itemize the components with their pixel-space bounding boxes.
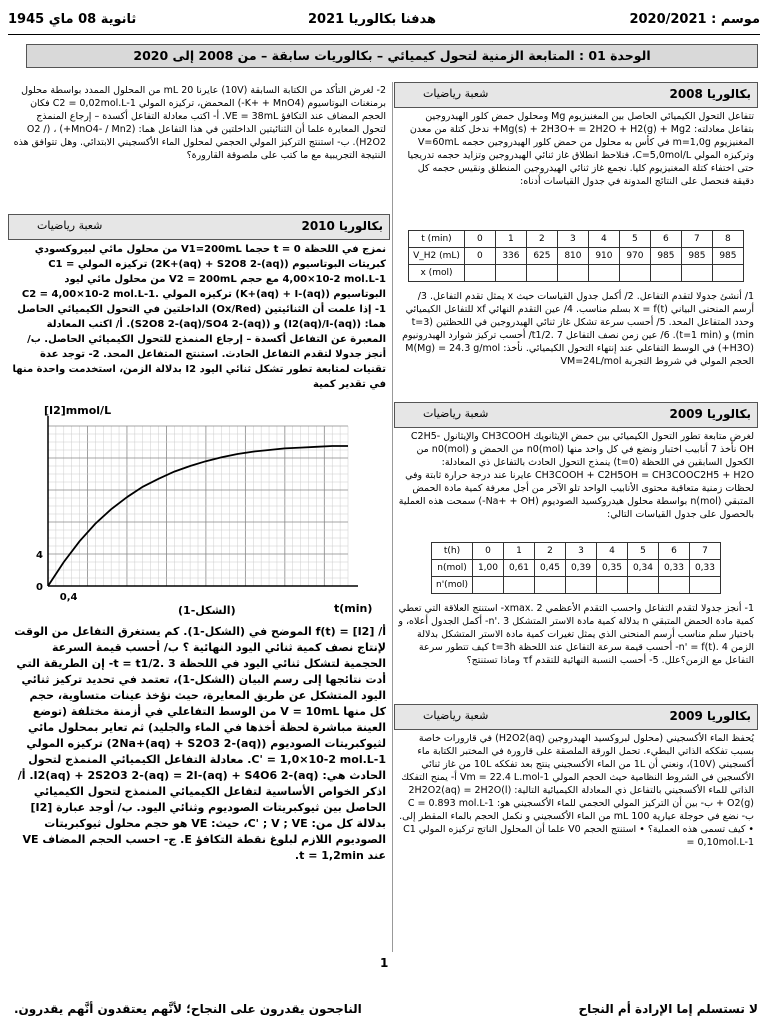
exercise-questions: أ/ [I2] = f(t) الموضح في (الشكل-1). كم يستغرق التفاعل من الوقت لإنتاج نصف كمية ثنائي اليود النهائية ؟ ب/ أحسب قيمة السرعة الحجمية لتشكل ثنائي اليود في اللحظة t = t1/2. 3- إن الطريقة التي أدت نتائجها إلى رسم البيان (الشكل-1)، تعتمد في تحديد تركيز ثنائي اليود المتشكل عن طريق المعايرة، حيث نؤخذ عينات متساوية، حجم كل منها V = 10mL من الوسط التفاعلي في أزمنة مختلفة (توضع العينة مباشرة لحظة أخذها في الماء والجليد) ثم تعاير بمحلول مائي لثيوكبريتات الصوديوم (2Na+(aq) + S2O3 2-(aq)) تركيزه المولي C' = 1,0×10-2 mol.L-1. معادلة التفاعل الكيميائي المنمذج لتحول الحادث هي: I2(aq) + 2S2O3 2-(aq) = 2I-(aq) + S4O6 2-(aq). أ/ اذكر الخواص الأساسية لتفاعل الكيميائي المنمذج لتحول الكيميائي الحاصل بين ثيوكبريتات الصوديوم وثنائي اليود. ب/ أوجد عبارة [I2] بدلالة كل من: C' ; V ; VE، حيث: VE هو حجم محلول ثيوكبريتات الصوديوم اللازم لبلوغ نقطة التكافؤ E. ج- احسب الحجم المضاف VE عند t = 1,2min.	[14, 625, 386, 862]
school-name: ثانوية 08 ماي 1945	[8, 12, 137, 27]
table-cell: 0	[464, 248, 495, 265]
header-divider	[8, 34, 760, 35]
section-header-2010	[8, 214, 390, 240]
section-year: بكالوريا 2008	[669, 87, 751, 101]
table-cell: 4	[596, 543, 627, 560]
page-header	[8, 6, 760, 32]
table-row	[409, 248, 744, 265]
table-cell: 910	[588, 248, 619, 265]
table-row	[432, 543, 721, 560]
table-row	[409, 231, 744, 248]
row-header-cell: t (min)	[409, 231, 465, 248]
left-column	[8, 82, 390, 948]
row-header-cell: t(h)	[432, 543, 473, 560]
table-cell: 3	[565, 543, 596, 560]
section-branch: شعبة رياضيات	[423, 709, 489, 722]
table-cell: 0	[464, 231, 495, 248]
table-cell: 985	[681, 248, 712, 265]
y-tick-label: 4	[36, 550, 43, 561]
page-number: 1	[380, 956, 389, 970]
right-column	[394, 82, 758, 912]
table-cell: 985	[712, 248, 743, 265]
table-cell	[596, 577, 627, 594]
table-cell: 6	[658, 543, 689, 560]
table-cell	[627, 577, 658, 594]
table-cell: 1	[495, 231, 526, 248]
table-cell: 0,34	[627, 560, 658, 577]
table-cell	[534, 577, 565, 594]
section-year: بكالوريا 2009	[669, 407, 751, 421]
section-header-2009b	[394, 704, 758, 730]
row-header-cell: n'(mol)	[432, 577, 473, 594]
chart-caption: (الشكل-1)	[178, 604, 236, 617]
y-tick-label: 0	[36, 582, 43, 593]
section-branch: شعبة رياضيات	[423, 407, 489, 420]
unit-banner: الوحدة 01 : المتابعة الزمنية لتحول كيميائي – بكالوريات سابقة – من 2008 إلى 2020	[26, 44, 758, 68]
table-cell	[472, 577, 503, 594]
row-header-cell: x (mol)	[409, 265, 465, 282]
table-cell: 810	[557, 248, 588, 265]
table-cell	[503, 577, 534, 594]
table-cell: 0,61	[503, 560, 534, 577]
table-cell	[464, 265, 495, 282]
exercise-text: لغرض متابعة تطور التحول الكيميائي بين حمض الإيثانويك CH3COOH والإيثانول C2H5-OH نأخذ 7 أنابيب اختبار ونضع في كل واحد منها n0(mol) من الحمض و n0(mol) من الكحول السابقين في اللحظة (t=0) ينمذج التحول الحادث بالتفاعل ذي المعادلة: CH3COOH + C2H5OH = CH3COOC2H5 + H2O عايرنا عند درجة حرارة ثابتة وفي لحظات زمنية متعاقبة محتوى الأنابيب الواحد تلو الآخر من أجل معرفة كمية مادة الحمض المتبقي n(mol) بواسطة محلول هيدروكسيد الصوديوم (Na+ + OH-) سمحت هذه العملية بالحصول على جدول القياسات التالي:	[398, 431, 754, 520]
exercise-questions: 1/ أنشئ جدولا لتقدم التفاعل. 2/ أكمل جدول القياسات حيث x يمثل تقدم التفاعل. 3/ أرسم المنحنى البياني x = f(t) بسلم مناسب. 4/ عين التقدم النهائي xf للتفاعل الكيميائي وحدد المتفاعل المحد. 5/ أحسب سرعة تشكل غاز ثنائي الهيدروجين في اللحظتين (t=3 min) و (t=1 min). 6/ عين زمن نصف التفاعل t1/2. 7/ أحسب تركيز شوارد الهيدرونيوم (H3O+) في الوسط التفاعلي عند إنتهاء التحول الكيميائي. نأخذ: M(Mg) = 24.3 g/mol الحجم المولي في شروط التجربة VM=24L/mol	[402, 291, 754, 367]
table-cell	[712, 265, 743, 282]
table-cell: 2	[534, 543, 565, 560]
table-row	[432, 560, 721, 577]
table-cell	[526, 265, 557, 282]
measurement-table	[408, 230, 744, 282]
table-cell	[565, 577, 596, 594]
header-title: هدفنا بكالوريا 2021	[308, 12, 437, 27]
exercise-questions: 1- أنجز جدولا لتقدم التفاعل واحسب التقدم الأعظمي xmax. 2- استنتج العلاقة التي تعطي كمية مادة الحمض المتبقي n بدلالة كمية مادة الاستر المتشكل n'. 3- أكمل الجدول أعلاه، و باختيار سلم مناسب أرسم المنحنى الذي يمثل تغيرات كمية مادة الاستر المتشكل بدلالة الزمن n' = f(t). 4- أحسب قيمة سرعة التفاعل عند اللحظة t=3h كيف تتطور سرعة التفاعل مع الزمن؟علل. 5- أحسب النسبة النهائية للتقدم τf وماذا تستنتج؟	[398, 603, 754, 666]
table-cell: 2	[526, 231, 557, 248]
table-cell	[650, 265, 681, 282]
table-cell	[495, 265, 526, 282]
table-cell: 985	[650, 248, 681, 265]
table-row	[409, 265, 744, 282]
table-row	[432, 577, 721, 594]
exercise-text: يُحفظ الماء الأكسجيني (محلول لبروكسيد الهيدروجين H2O2(aq)) في قارورات خاصة بسبب تفككه الذاتي البطيء. تحمل الورقة الملصقة على قارورة في المختبر الكتابة ماء أكسجيني (10V)، ونعني أن 1L من الماء الأكسجيني ينتج بعد تفككه 10L من غاز ثنائي الأكسجين في الشروط النظامية حيث الحجم المولي Vm = 22.4 L.mol-1 أ- يمنح التفكك الذاتي للماء الأكسجيني بالتفاعل ذي المعادلة الكيميائية التالية: 2H2O2(aq) = 2H2O(l) + O2(g) ب- بين أن التركيز المولي الحجمي للماء الأكسجيني هو: C = 0.893 mol.L-1 ب- نضع في حوجلة عيارية 100 mL من الماء الأكسجيني و نكمل الحجم بالماء المقطر إلى. • كيف تسمى هذه العملية؟ • استنتج الحجم V0 علما أن المحلول الناتج تركيزه المولي C1 = 0,10mol.L-1	[399, 733, 754, 848]
table-cell: 0,33	[658, 560, 689, 577]
table-cell: 0,39	[565, 560, 596, 577]
table-cell: 970	[619, 248, 650, 265]
column-divider	[392, 82, 393, 952]
exercise-text: نمزج في اللحظة t = 0 حجما V1=200mL من محلول مائي لبيروكسودي كبريتات البوتاسيوم (2K+(aq) + S2O8 2-(aq)) تركيزه المولي C1 = 4,00×10-2 mol.L-1 مع حجم V2 = 200mL من محلول مائي ليود البوتاسيوم (K+(aq) + I-(aq)) تركيزه المولي C2 = 4,00×10-2 mol.L-1. 1- إذا علمت أن الثنائيتين (Ox/Red) الداخلتين في التحول الكيميائي الحاصل هما: (I2(aq)/I-(aq)) و (S2O8 2-(aq)/SO4 2-(aq)). أ/ اكتب المعادلة المعبرة عن التفاعل أكسدة – إرجاع المنمذج للتحول الكيميائي الحاصل. ب/ أنجز جدولا لتقدم التفاعل الحادث. استنتج المتفاعل المحد. 2- توجد عدة تقنيات لمتابعة تطور تشكل ثنائي اليود I2 بدلالة الزمن، استخدمت واحدة منها في تقدير كمية	[12, 244, 386, 390]
table-cell: 8	[712, 231, 743, 248]
table-cell: 7	[681, 231, 712, 248]
concentration-chart	[8, 402, 390, 622]
measurement-table	[431, 542, 721, 594]
x-tick-label: 0,4	[59, 592, 78, 603]
table-cell	[557, 265, 588, 282]
section-branch: شعبة رياضيات	[37, 219, 103, 232]
exercise-continuation: 2- لغرض التأكد من الكتابة السابقة (10V) عايرنا 20 mL من المحلول الممدد بواسطة محلول برمنغنات البوتاسيوم (K+ + MnO4-) المحمض، تركيزه المولي C2 = 0,02mol.L-1 فكان الحجم المضاف عند التكافؤ VE = 38mL. أ- اكتب معادلة التفاعل أكسدة – إرجاع المنمذج لتحول المعايرة علما أن الثنائيتين الداخلتين في هذا التفاعل هما: (MnO4- / Mn2+) ، (O2 / H2O2). ب- استنتج التركيز المولي الحجمي لمحلول الماء الأكسجيني الابتدائي. وهل تتوافق هذه النتيجة التجريبية مع ما كتب على ملصوقة القارورة؟	[13, 85, 386, 161]
table-cell: 0,35	[596, 560, 627, 577]
footer-right: لا تستسلم إما الإرادة أم النجاح	[578, 1002, 758, 1016]
table-cell: 5	[627, 543, 658, 560]
table-cell: 625	[526, 248, 557, 265]
table-cell: 7	[689, 543, 720, 560]
exercise-text: تتفاعل التحول الكيميائي الحاصل بين المغنيزيوم Mg ومحلول حمض كلور الهيدروجين بتفاعل معادلته: Mg(s) + 2H3O+ = 2H2O + H2(g) + Mg2+ ندخل كتلة من معدن المغنيزيوم m=1,0g في كأس به محلول من حمض كلور الهيدروجين حجمه V=60mL وتركيزه المولي C=5,0mol/L، فنلاحظ انطلاق غاز ثنائي الهيدروجين وتزايد حجمه تدريجيا حتى اختفاء كتلة المغنيزيوم كليا. نجمع غاز ثنائي الهيدروجين المنطلق ونقيس حجمه كل دقيقة فنحصل على النتائج المدونة في جدول القياسات أدناه:	[407, 111, 754, 187]
table-cell: 1	[503, 543, 534, 560]
row-header-cell: V_H2 (mL)	[409, 248, 465, 265]
table-cell: 0,45	[534, 560, 565, 577]
chart-svg	[8, 402, 390, 622]
y-axis-label: [I2]mmol/L	[44, 404, 112, 417]
table-cell: 0,33	[689, 560, 720, 577]
table-cell: 0	[472, 543, 503, 560]
section-branch: شعبة رياضيات	[423, 87, 489, 100]
table-cell: 1,00	[472, 560, 503, 577]
table-cell	[658, 577, 689, 594]
table-cell	[689, 577, 720, 594]
table-cell: 5	[619, 231, 650, 248]
row-header-cell: n(mol)	[432, 560, 473, 577]
section-header-2009a	[394, 402, 758, 428]
table-cell: 336	[495, 248, 526, 265]
table-cell	[619, 265, 650, 282]
footer-left: الناجحون يقدرون على النجاح؛ لأنَّهم يعتقدون أنَّهم يقدرون.	[14, 1002, 362, 1016]
season-label: موسم : 2020/2021	[629, 12, 760, 27]
section-year: بكالوريا 2010	[301, 219, 383, 233]
table-cell: 3	[557, 231, 588, 248]
section-year: بكالوريا 2009	[669, 709, 751, 723]
section-header-2008	[394, 82, 758, 108]
table-cell: 4	[588, 231, 619, 248]
table-cell: 6	[650, 231, 681, 248]
table-cell	[588, 265, 619, 282]
table-cell	[681, 265, 712, 282]
x-axis-label: t(min)	[334, 602, 373, 615]
